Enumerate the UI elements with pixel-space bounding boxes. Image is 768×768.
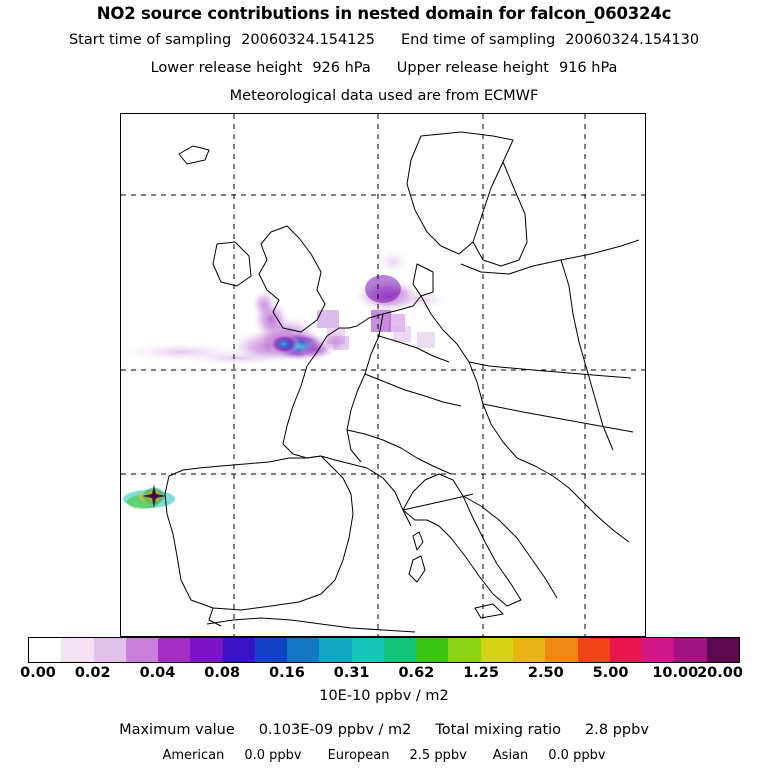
upper-height-value: 916 hPa: [558, 60, 618, 76]
colorbar-swatch-2: [94, 638, 126, 662]
colorbar-swatch-3: [126, 638, 158, 662]
american-label: American: [162, 748, 225, 763]
colorbar-swatch-17: [578, 638, 610, 662]
colorbar-swatch-12: [416, 638, 448, 662]
colorbar-swatch-10: [352, 638, 384, 662]
footer-summary-line: [0, 722, 768, 738]
end-time-value: 20060324.154130: [565, 32, 700, 48]
european-value: 2.5 ppbv: [409, 748, 467, 763]
asian-value: 0.0 ppbv: [548, 748, 606, 763]
colorbar-swatch-20: [674, 638, 706, 662]
colorbar-swatch-21: [707, 638, 739, 662]
start-time-label: Start time of sampling: [68, 32, 232, 48]
colorbar-swatch-4: [158, 638, 190, 662]
coastlines: [165, 132, 639, 632]
total-mixing-ratio-value: 2.8 ppbv: [585, 722, 649, 738]
colorbar-swatch-9: [319, 638, 351, 662]
colorbar-swatch-18: [610, 638, 642, 662]
release-heights-line: [0, 60, 768, 76]
colorbar-swatch-1: [61, 638, 93, 662]
colorbar-swatch-8: [287, 638, 319, 662]
colorbar-swatch-5: [190, 638, 222, 662]
concentration-field: [121, 250, 451, 509]
colorbar-tick-4: 0.16: [269, 665, 305, 681]
colorbar-swatch-13: [448, 638, 480, 662]
american-value: 0.0 ppbv: [244, 748, 302, 763]
colorbar-tick-3: 0.08: [204, 665, 241, 681]
colorbar-swatch-7: [255, 638, 287, 662]
colorbar-swatch-15: [513, 638, 545, 662]
chart-title: NO2 source contributions in nested domain for falcon_060324c: [96, 4, 672, 23]
colorbar-tick-6: 0.62: [398, 665, 435, 681]
colorbar-swatch-6: [223, 638, 255, 662]
footer-regions-line: [0, 748, 768, 763]
lower-height-label: Lower release height: [150, 60, 303, 76]
colorbar-tick-11: 20.00: [697, 665, 743, 681]
upper-height-label: Upper release height: [396, 60, 549, 76]
asian-label: Asian: [492, 748, 529, 763]
graticule: [121, 114, 645, 636]
sampling-times-line: [0, 32, 768, 48]
total-mixing-ratio-label: Total mixing ratio: [435, 722, 562, 738]
colorbar-tick-8: 2.50: [527, 665, 564, 681]
colorbar-swatch-14: [481, 638, 513, 662]
colorbar-tick-2: 0.04: [139, 665, 176, 681]
colorbar-tick-9: 5.00: [592, 665, 629, 681]
start-time-value: 20060324.154125: [241, 32, 375, 48]
colorbar-tick-10: 10.00: [652, 665, 699, 681]
colorbar-tick-labels: [0, 665, 768, 683]
max-value: 0.103E-09 ppbv / m2: [258, 722, 412, 738]
colorbar-swatch-0: [29, 638, 61, 662]
max-value-label: Maximum value: [119, 722, 235, 738]
map-panel: [120, 113, 646, 637]
colorbar-swatch-11: [384, 638, 416, 662]
colorbar-tick-1: 0.02: [74, 665, 111, 681]
colorbar-tick-0: 0.00: [20, 665, 56, 681]
colorbar: [28, 637, 740, 663]
colorbar-swatch-16: [545, 638, 577, 662]
colorbar-units-label: 10E-10 ppbv / m2: [319, 688, 449, 704]
colorbar-tick-5: 0.31: [333, 665, 370, 681]
colorbar-swatch-19: [642, 638, 674, 662]
meteo-source-line: Meteorological data used are from ECMWF: [229, 88, 539, 104]
european-label: European: [327, 748, 390, 763]
lower-height-value: 926 hPa: [312, 60, 371, 76]
map-plot: [121, 114, 645, 636]
colorbar-tick-7: 1.25: [463, 665, 499, 681]
end-time-label: End time of sampling: [400, 32, 556, 48]
